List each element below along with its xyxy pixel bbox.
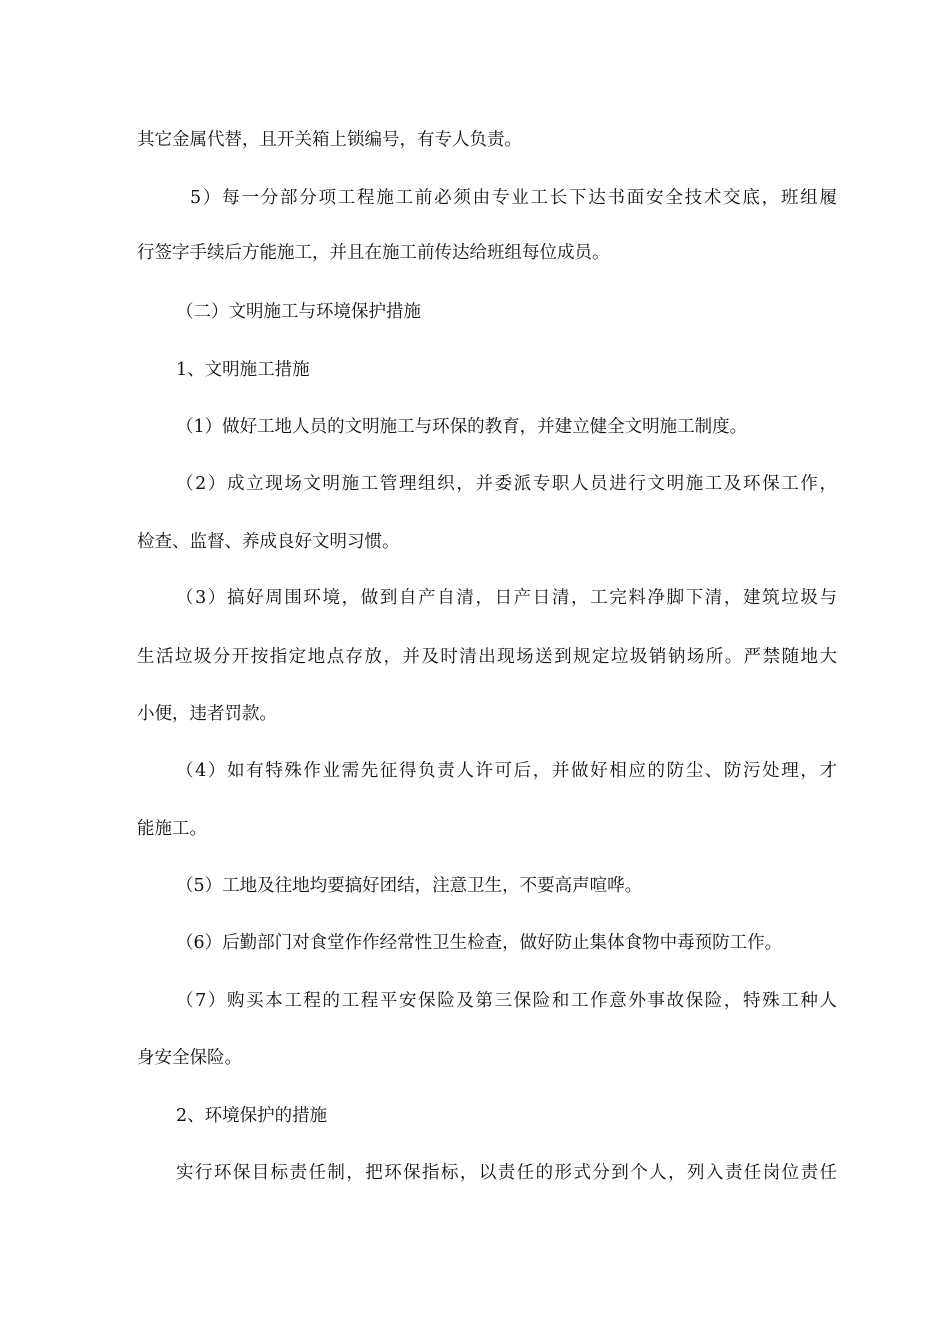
text-line: （7）购买本工程的工程平安保险及第三保险和工作意外事故保险，特殊工种人 <box>176 991 837 1011</box>
text-line: 其它金属代替，且开关箱上锁编号，有专人负责。 <box>137 130 522 150</box>
text-line: （4）如有特殊作业需先征得负责人许可后，并做好相应的防尘、防污处理，才 <box>176 761 837 781</box>
text-line: （6）后勤部门对食堂作作经常性卫生检查，做好防止集体食物中毒预防工作。 <box>176 933 783 953</box>
section-heading: （二）文明施工与环境保护措施 <box>176 302 421 322</box>
text-line: 生活垃圾分开按指定地点存放，并及时清出现场送到规定垃圾销钠场所。严禁随地大 <box>137 647 837 667</box>
text-line: 检查、监督、养成良好文明习惯。 <box>137 532 400 552</box>
text-line: 小便，违者罚款。 <box>137 704 277 724</box>
text-line: 行签字手续后方能施工，并且在施工前传达给班组每位成员。 <box>137 243 610 263</box>
text-line: 实行环保目标责任制，把环保指标，以责任的形式分到个人，列入责任岗位责任 <box>176 1163 837 1183</box>
text-line: 能施工。 <box>137 819 207 839</box>
text-line: （3）搞好周围环境，做到自产自清，日产日清，工完料净脚下清，建筑垃圾与 <box>176 588 837 608</box>
text-line: （1）做好工地人员的文明施工与环保的教育，并建立健全文明施工制度。 <box>176 417 748 437</box>
subsection-heading: 2、环境保护的措施 <box>176 1106 328 1126</box>
subsection-heading: 1、文明施工措施 <box>176 360 310 380</box>
text-line: （2）成立现场文明施工管理组织，并委派专职人员进行文明施工及环保工作， <box>176 474 837 494</box>
text-line: 身安全保险。 <box>137 1048 242 1068</box>
text-line: 5）每一分部分项工程施工前必须由专业工长下达书面安全技术交底，班组履 <box>190 188 837 208</box>
text-line: （5）工地及往地均要搞好团结，注意卫生，不要高声喧哗。 <box>176 876 643 896</box>
